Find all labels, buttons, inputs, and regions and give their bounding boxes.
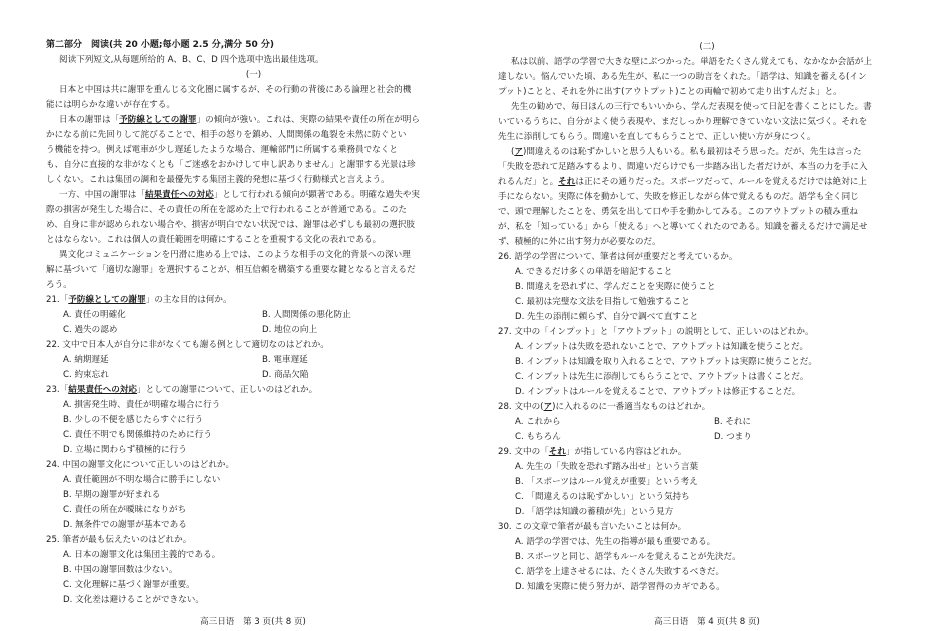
- option-c: C. 約束忘れ: [63, 370, 109, 380]
- option-d: D. 商品欠陥: [262, 370, 309, 380]
- left-page: [46, 0, 461, 631]
- paragraph-1: 日本と中国は共に謝罪を重んじる文化圏に属するが、その行動の背後にある論理と社会的機 能には明らかな違いが存在する。: [46, 85, 412, 110]
- option-c: C. 責任の所在が曖昧になりがち: [63, 505, 187, 515]
- option-c: C. 責任不明でも関係維持のために行う: [63, 430, 212, 440]
- paragraph-3: 一方、中国の謝罪は「結果責任への対応」として行われる傾向が顕著である。明確な過失や実 際の損害が発生した場合に、その責任の所在を認めた上で行われることが普通である。このた め、自身に非が認められない場合や、損害が明白でない状況では、謝罪は必ずしも最初の選択肢 とはならない。これは個人の責任範囲を明確にすることを重視する文化の表れである。: [46, 190, 420, 245]
- question-22: 22. 文中で日本人が自分に非がなくても謝る例として適切なのはどれか。 A. 納期遅延 B. 電車遅延 C. 約束忘れ D. 商品欠陥: [46, 338, 461, 383]
- passage-label-2: (二): [699, 42, 715, 52]
- option-d: D. 地位の向上: [262, 325, 318, 335]
- paragraph-1: 私は以前、語学の学習で大きな壁にぶつかった。単語をたくさん覚えても、なかなか会話が上 達しない。悩んでいた頃、ある先生が、私に一つの助言をくれた。「語学は、知識を蓄える(イン プット)ことと、それを外に出す(アウトプット)ことの両輪で初めて走り出すんだよ」と。: [498, 57, 872, 97]
- option-b: B. 「スポーツはルール覚えが重要」という考え: [515, 477, 698, 487]
- option-d: D. 先生の添削に頼らず、自分で調べて直すこと: [515, 312, 699, 322]
- page-footer-right: 高三日语 第 4 页(共 8 页): [654, 617, 760, 627]
- option-b: B. 少しの不便を感じたらすぐに行う: [63, 415, 204, 425]
- passage-label-1: (一): [245, 70, 262, 80]
- question-25: 25. 筆者が最も伝えたいのはどれか。 A. 日本の謝罪文化は集団主義的である。 B. 中国の謝罪回数は少ない。 C. 文化理解に基づく謝罪が重要。 D. 文化差は避けることができない。: [46, 533, 461, 608]
- page-footer-left: 高三日语 第 3 页(共 8 页): [200, 617, 306, 627]
- option-d: D. 「語学は知識の蓄積が先」という見方: [515, 507, 674, 517]
- option-a: A. 損害発生時、責任が明確な場合に行う: [63, 400, 221, 410]
- option-b: B. 電車遅延: [262, 355, 308, 365]
- option-a: A. 日本の謝罪文化は集団主義的である。: [63, 550, 221, 560]
- option-d: D. インプットはルールを覚えることで、アウトプットは修正することだ。: [515, 387, 801, 397]
- question-21: 21.「予防線としての謝罪」の主な目的は何か。 A. 責任の明確化 B. 人間関係の悪化防止 C. 過失の認め D. 地位の向上: [46, 293, 461, 338]
- option-b: B. インプットは知識を取り入れることで、アウトプットは実際に使うことだ。: [515, 357, 817, 367]
- instruction: 阅读下列短文,从每题所给的 A、B、C、D 四个选项中选出最佳选项。: [59, 55, 324, 65]
- question-24: 24. 中国の謝罪文化について正しいのはどれか。 A. 責任範囲が不明な場合に勝手にしない B. 早期の謝罪が好まれる C. 責任の所在が曖昧になりがち D. 無条件での謝罪が基本である: [46, 458, 461, 533]
- section-title: 第二部分 阅读(共 20 小题;每小题 2.5 分,满分 50 分): [46, 40, 275, 50]
- option-d: D. 知識を実際に使う努力が、語学習得のカギである。: [515, 582, 725, 592]
- option-a: A. インプットは失敗を恐れないことで、アウトプットは知識を使うことだ。: [515, 342, 809, 352]
- option-b: B. 中国の謝罪回数は少ない。: [63, 565, 178, 575]
- option-d: D. 立場に関わらず積極的に行う: [63, 445, 187, 455]
- option-a: A. 先生の「失敗を恐れず踏み出せ」という言葉: [515, 462, 699, 472]
- question-30: 30. この文章で筆者が最も言いたいことは何か。 A. 語学の学習では、先生の指導が最も重要である。 B. スポーツと同じ、語学もルールを覚えることが先決だ。 C. 語学を上達させるには、たくさん失敗するべきだ。 D. 知識を実際に使う努力が、語学習得のカギである。: [498, 520, 916, 595]
- option-c: C. 「間違えるのは恥ずかしい」という気持ち: [515, 492, 690, 502]
- option-c: C. 語学を上達させるには、たくさん失敗するべきだ。: [515, 567, 725, 577]
- option-b: B. スポーツと同じ、語学もルールを覚えることが先決だ。: [515, 552, 741, 562]
- option-b: B. それに: [714, 417, 752, 427]
- blank-a: ア: [514, 147, 523, 157]
- option-c: C. 過失の認め: [63, 325, 118, 335]
- option-c: C. 文化理解に基づく謝罪が重要。: [63, 580, 195, 590]
- option-c: C. 最初は完璧な文法を目指して勉強すること: [515, 297, 690, 307]
- underlined-sore: それ: [558, 177, 576, 187]
- question-26: 26. 語学の学習について、筆者は何が重要だと考えているか。 A. できるだけ多くの単語を暗記すること B. 間違えを恐れずに、学んだことを実際に使うこと C. 最初は完璧な文法を目指して勉強すること D. 先生の添削に頼らず、自分で調べて直すこと: [498, 250, 916, 325]
- option-a: A. 責任範囲が不明な場合に勝手にしない: [63, 475, 221, 485]
- question-23: 23.「結果責任への対応」としての謝罪について、正しいのはどれか。 A. 損害発生時、責任が明確な場合に行う B. 少しの不便を感じたらすぐに行う C. 責任不明でも関係維持のために行う D. 立場に関わらず積極的に行う: [46, 383, 461, 458]
- option-a: A. 納期遅延: [63, 355, 109, 365]
- option-a: A. 責任の明確化: [63, 310, 126, 320]
- option-a: A. できるだけ多くの単語を暗記すること: [515, 267, 673, 277]
- option-b: B. 早期の謝罪が好まれる: [63, 490, 161, 500]
- option-b: B. 間違えを恐れずに、学んだことを実際に使うこと: [515, 282, 716, 292]
- paragraph-4: 異文化コミュニケーションを円滑に進める上では、このような相手の文化的背景への深い理 解に基づいて「適切な謝罪」を選択することが、相互信頼を構築する重要な鍵となると言えるだ ろう。: [46, 250, 416, 290]
- option-a: A. 語学の学習では、先生の指導が最も重要である。: [515, 537, 716, 547]
- option-a: A. これから: [515, 417, 561, 427]
- option-d: D. 無条件での謝罪が基本である: [63, 520, 187, 530]
- underlined-term-yobousen: 予防線としての謝罪: [119, 115, 197, 125]
- option-d: D. 文化差は避けることができない。: [63, 595, 204, 605]
- option-c: C. もちろん: [515, 432, 561, 442]
- question-27: 27. 文中の「インプット」と「アウトプット」の説明として、正しいのはどれか。 A. インプットは失敗を恐れないことで、アウトプットは知識を使うことだ。 B. インプットは知識を取り入れることで、アウトプットは実際に使うことだ。 C. インプットは先生に添削してもらうことで、アウトプットは書くことだ。 D. インプットはルールを覚えることで、アウトプットは修正することだ。: [498, 325, 916, 400]
- option-b: B. 人間関係の悪化防止: [262, 310, 351, 320]
- question-28: 28. 文中の(ア)に入れるのに一番適当なものはどれか。 A. これから B. それに C. もちろん D. つまり: [498, 400, 916, 445]
- right-page: [498, 0, 916, 631]
- paragraph-3: (ア)間違えるのは恥ずかしいと思う人もいる。私も最初はそう思った。だが、先生は言った 「失敗を恐れて足踏みするより、間違いだらけでも一歩踏み出した者だけが、本当の力を手に入 れるんだ」と。それは正にその通りだった。スポーツだって、ルールを覚えるだけでは絶対に上 手にならない。実際に体を動かして、失敗を修正しながら体で覚えるものだ。語学も全く同じ で、頭で理解したことを、勇気を出して口や手を動かしてみる。このアウトプットの積み重ね が、私を「知っている」から「使える」へと導いてくれたのである。知識を蓄えるだけで満足せ ず、積極的に外に出す努力が必要なのだ。: [498, 147, 868, 247]
- paragraph-2: 先生の勧めで、毎日ほんの三行でもいいから、学んだ表現を使って日記を書くことにした。書 いているうちに、自分がよく使う表現や、まだしっかり理解できていない文法に気づく。それを 先生に添削してもらう。間違いを直してもらうことで、正しい使い方が身につく。: [498, 102, 872, 142]
- option-c: C. インプットは先生に添削してもらうことで、アウトプットは書くことだ。: [515, 372, 809, 382]
- paragraph-2: 日本の謝罪は「予防線としての謝罪」の傾向が強い。これは、実際の結果や責任の所在が明ら かになる前に先回りして詫びることで、相手の怒りを鎮め、人間関係の亀裂を未然に防ぐとい う機能を持つ。例えば電車が少し遅延したような場合、運輸部門に所属する乗務員でなくと も、自分に直接的な非がなくとも「ご迷惑をおかけして申し訳ありません」と謝罪する光景は珍 しくない。これは集団の調和を最優先する集団主義的発想に基づく行動様式と言えよう。: [46, 115, 420, 185]
- underlined-term-kekka: 結果責任への対応: [144, 190, 214, 200]
- question-29: 29. 文中の「それ」が指している内容はどれか。 A. 先生の「失敗を恐れず踏み出せ」という言葉 B. 「スポーツはルール覚えが重要」という考え C. 「間違えるのは恥ずかしい」という気持ち D. 「語学は知識の蓄積が先」という見方: [498, 445, 916, 520]
- option-d: D. つまり: [714, 432, 752, 442]
